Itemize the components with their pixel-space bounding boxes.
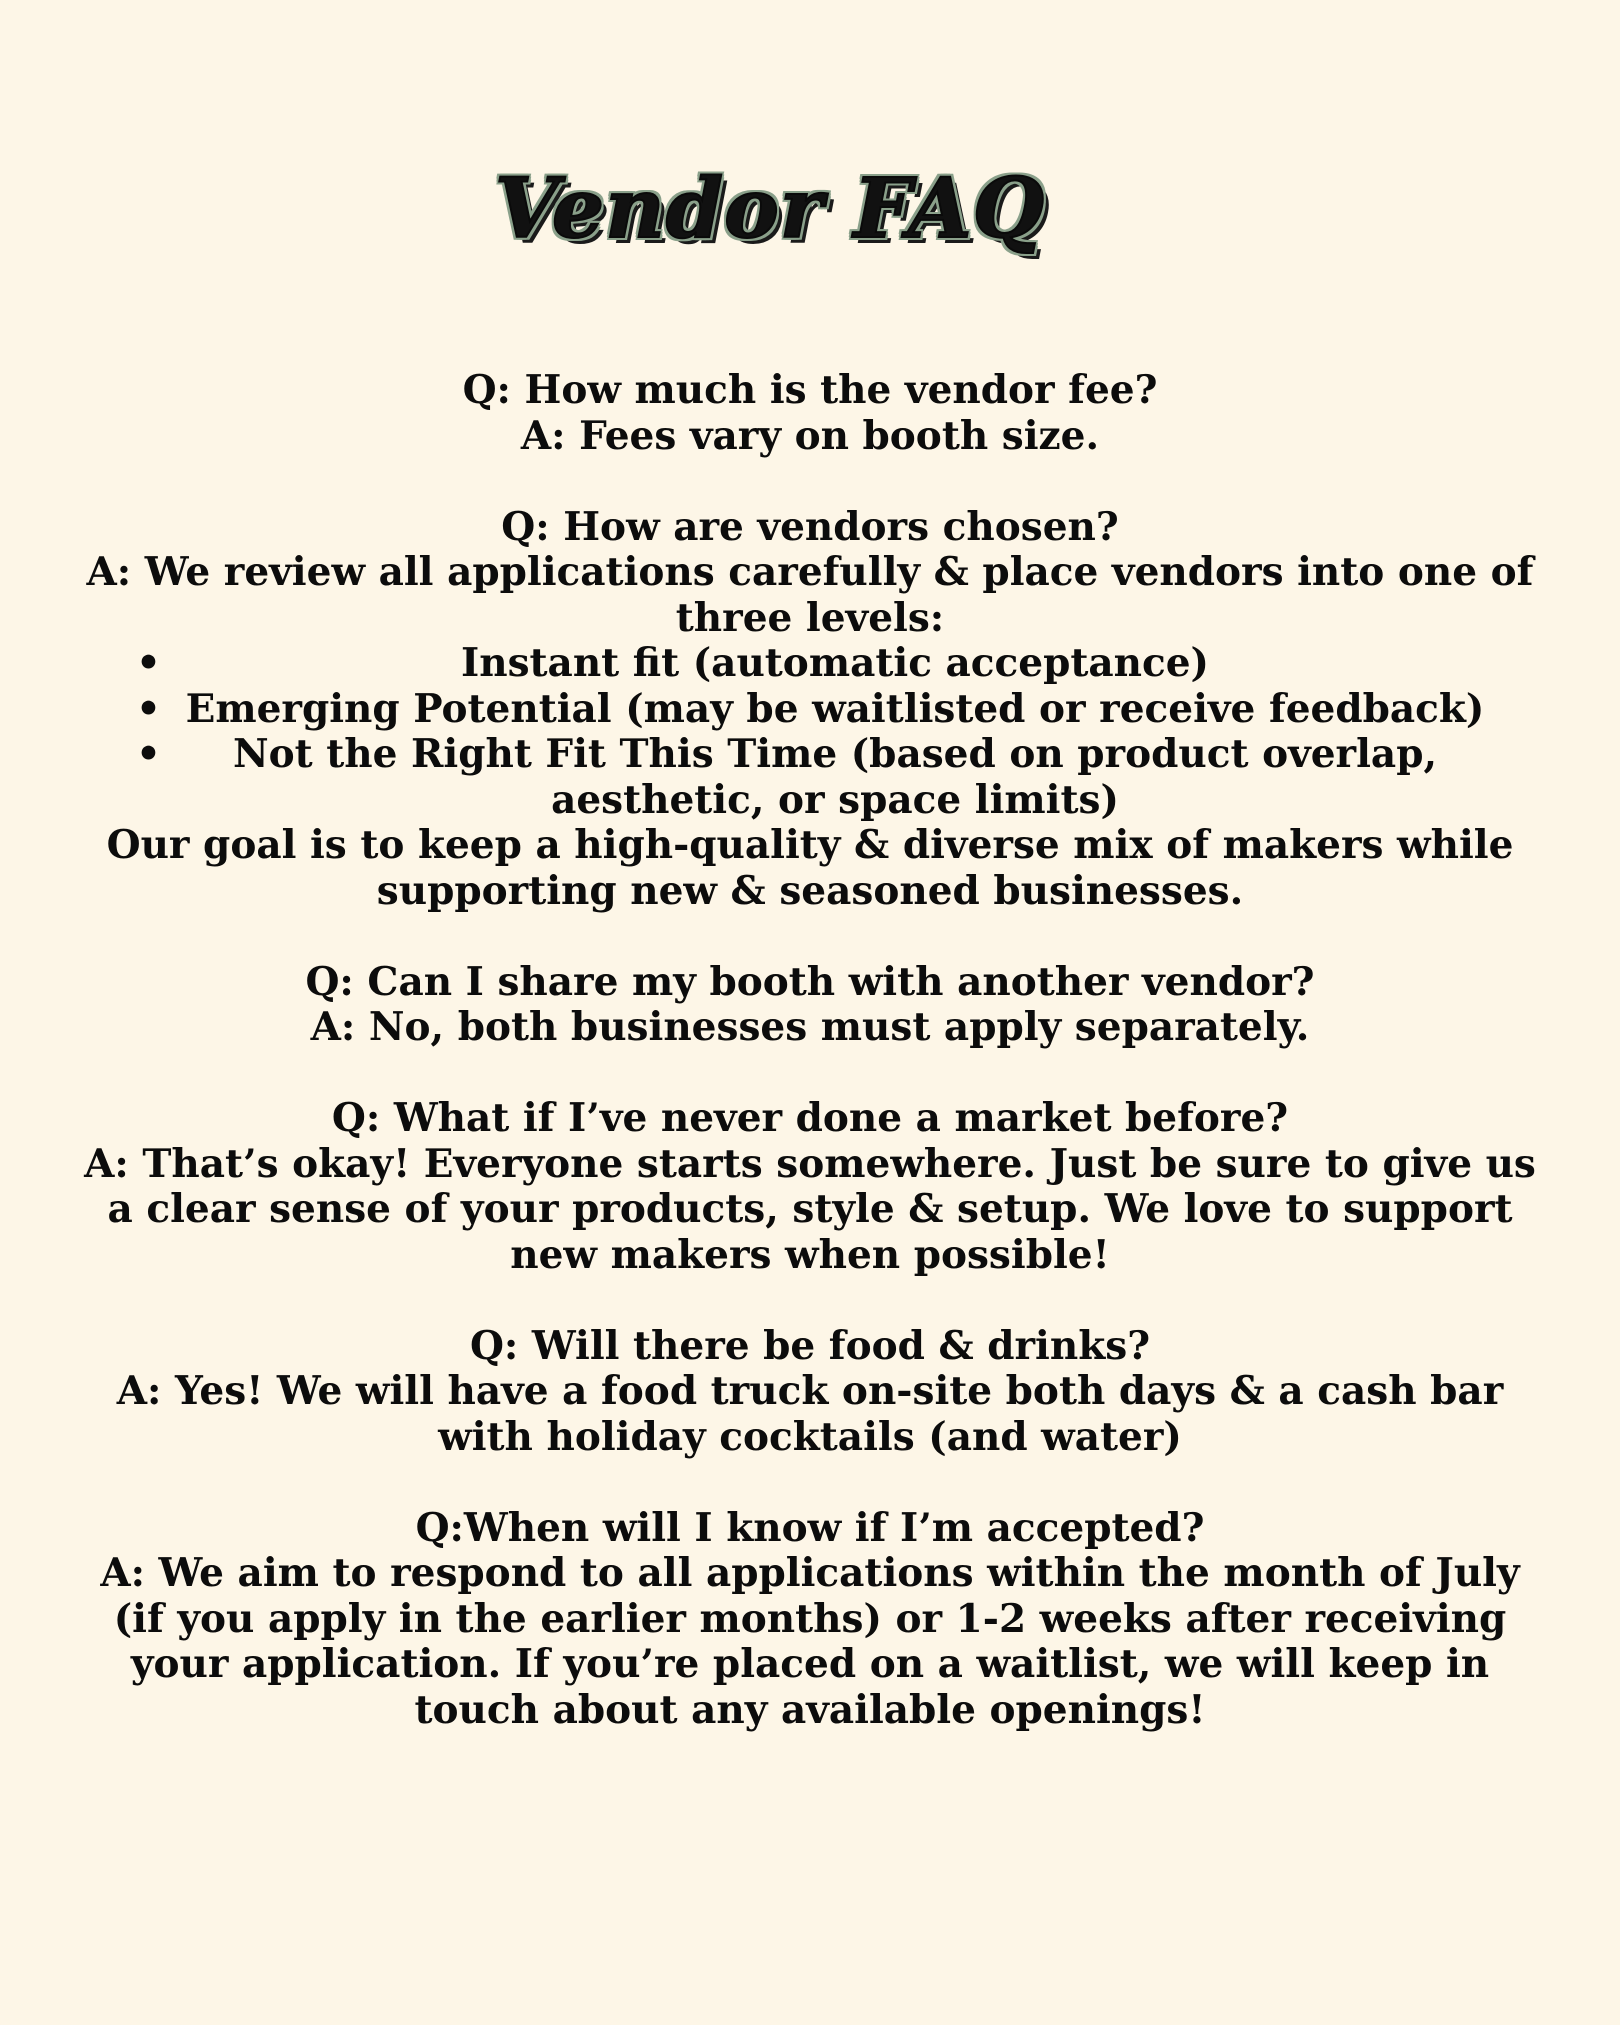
faq-question: Q: How are vendors chosen? <box>501 503 1119 550</box>
level-list <box>70 641 1550 823</box>
faq-list <box>70 368 1550 1779</box>
faq-answer-closing: Our goal is to keep a high-quality & diverse mix of makers while supporting new & seasoned businesses. <box>106 822 1514 914</box>
level-item <box>70 641 1550 687</box>
faq-answer: A: That’s okay! Everyone starts somewhere. Just be sure to give us a clear sense of your products, style & setup. We love to support new makers when possible! <box>84 1140 1536 1278</box>
faq-answer: A: Fees vary on booth size. <box>520 412 1100 459</box>
level-item <box>70 687 1550 733</box>
faq-answer: A: We review all applications carefully & place vendors into one of three levels: <box>86 549 1534 641</box>
faq-question: Q:When will I know if I’m accepted? <box>415 1504 1205 1551</box>
level-item <box>70 732 1550 823</box>
faq-question: Q: Will there be food & drinks? <box>469 1322 1151 1369</box>
faq-question: Q: How much is the vendor fee? <box>462 367 1158 413</box>
level-label: Instant fit (automatic acceptance) <box>460 640 1210 686</box>
faq-item <box>70 1096 1550 1278</box>
faq-item <box>70 505 1550 915</box>
bullet-icon: • <box>136 685 161 732</box>
faq-answer: A: We aim to respond to all applications within the month of July (if you apply in the earlier months) or 1-2 weeks after receiving your application. If you’re placed on a waitlist, we will keep in touch about any available openings! <box>100 1550 1520 1733</box>
level-label: Emerging Potential (may be waitlisted or receive feedback) <box>185 685 1485 732</box>
faq-item <box>70 1506 1550 1734</box>
bullet-icon: • <box>136 640 161 686</box>
bullet-icon: • <box>136 731 161 777</box>
faq-question: Q: What if I’ve never done a market before? <box>331 1095 1289 1141</box>
faq-answer: A: Yes! We will have a food truck on-site both days & a cash bar with holiday cocktails (and water) <box>116 1368 1504 1460</box>
page-title: Vendor FAQ <box>494 161 1046 257</box>
faq-question: Q: Can I share my booth with another vendor? <box>305 958 1315 1005</box>
faq-item <box>70 1324 1550 1461</box>
faq-answer: A: No, both businesses must apply separately. <box>310 1004 1310 1050</box>
faq-item <box>70 368 1550 459</box>
level-label: Not the Right Fit This Time (based on product overlap, aesthetic, or space limits) <box>232 731 1438 823</box>
faq-item <box>70 960 1550 1051</box>
